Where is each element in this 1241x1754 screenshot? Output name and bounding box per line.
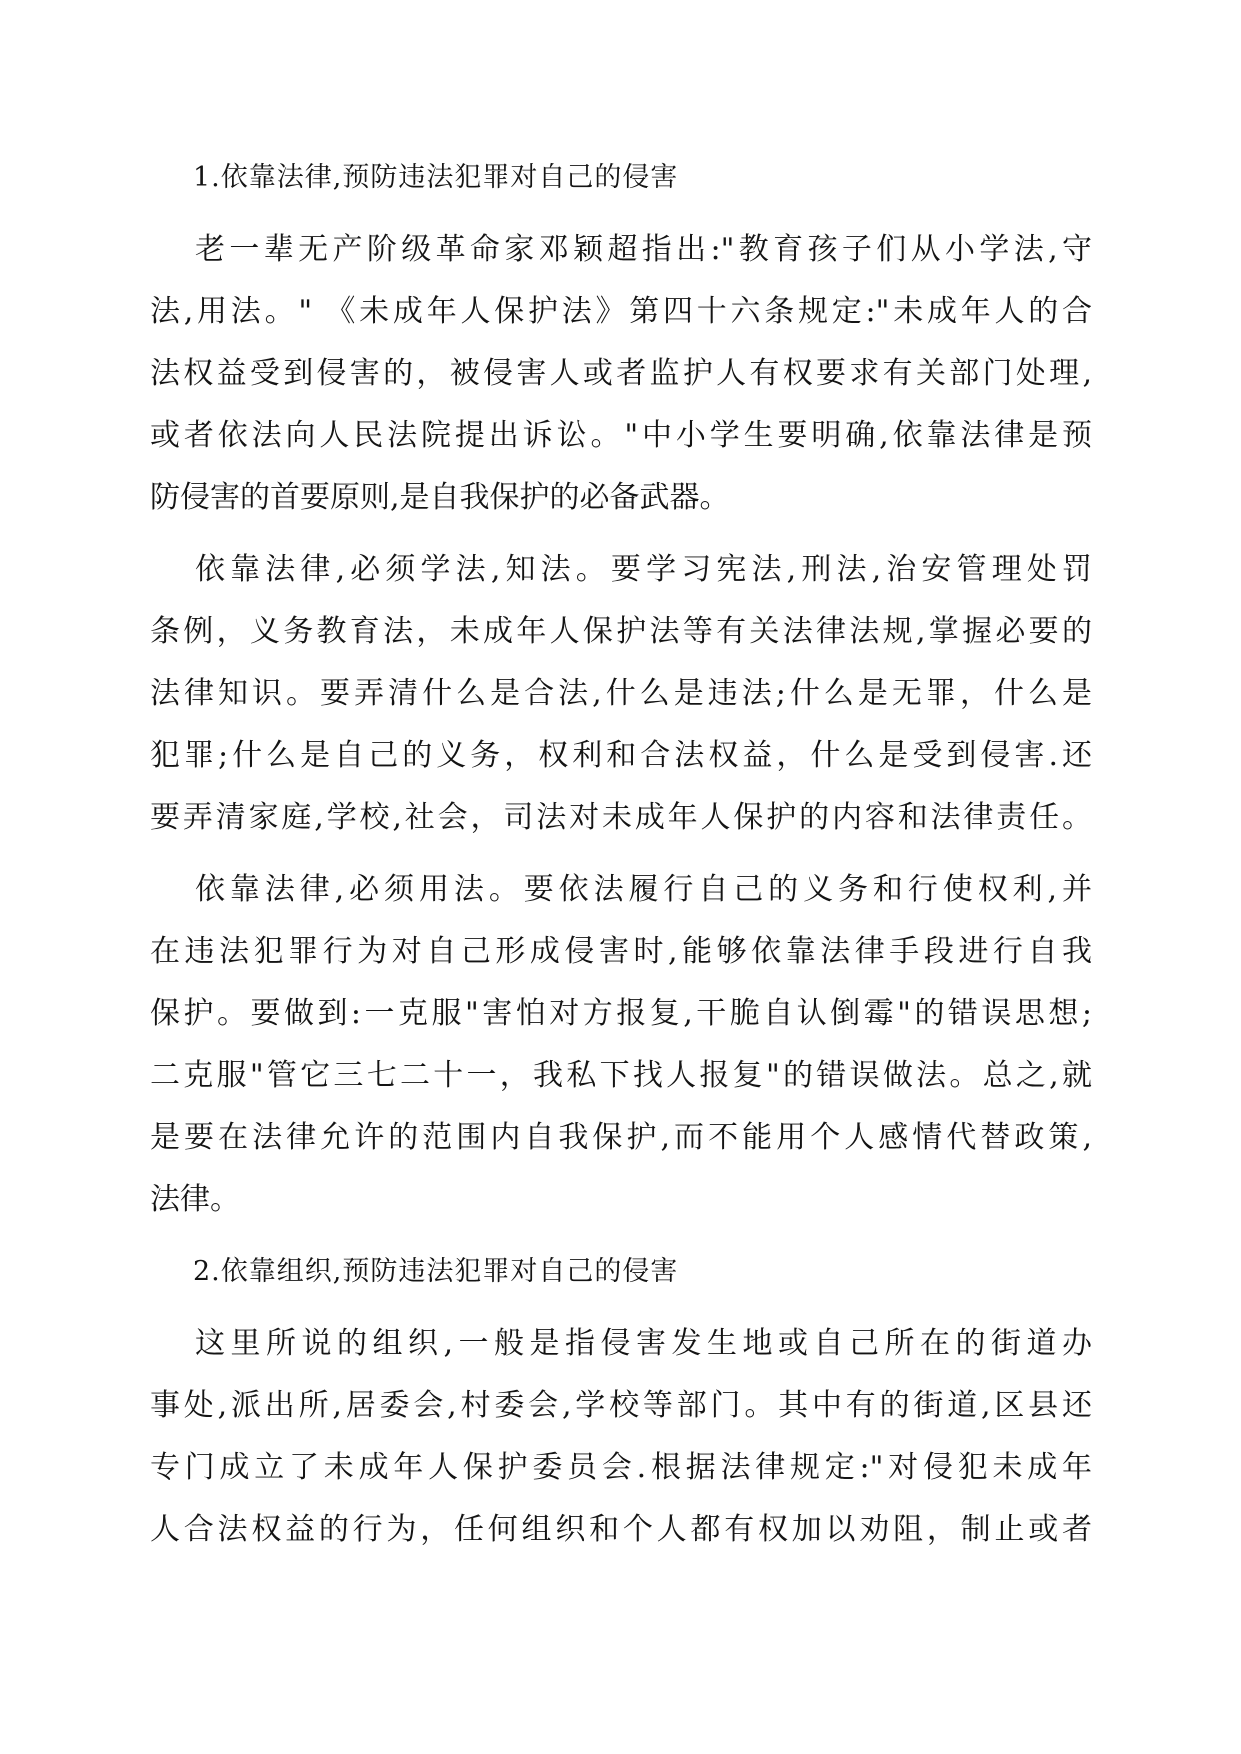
paragraph-line: 防侵害的首要原则,是自我保护的必备武器。: [150, 480, 730, 515]
paragraph-3: [150, 859, 1092, 1231]
paragraph-line: 人合法权益的行为，任何组织和个人都有权加以劝阻，制止或者: [150, 1512, 1092, 1547]
paragraph-line: 是要在法律允许的范围内自我保护,而不能用个人感情代替政策,: [150, 1120, 1092, 1155]
paragraph-line: 要弄清家庭,学校,社会，司法对未成年人保护的内容和法律责任。: [150, 800, 1092, 835]
paragraph-line: 二克服"管它三七二十一，我私下找人报复"的错误做法。总之,就: [150, 1058, 1092, 1093]
section-heading-1: [150, 147, 1092, 209]
paragraph-line: 事处,派出所,居委会,村委会,学校等部门。其中有的街道,区县还: [150, 1388, 1092, 1423]
paragraph-line: 老一辈无产阶级革命家邓颖超指出:"教育孩子们从小学法,守: [195, 232, 1092, 267]
paragraph-line: 在违法犯罪行为对自己形成侵害时,能够依靠法律手段进行自我: [150, 934, 1092, 969]
paragraph-line: 法权益受到侵害的，被侵害人或者监护人有权要求有关部门处理,: [150, 356, 1092, 391]
paragraph-line: 或者依法向人民法院提出诉讼。"中小学生要明确,依靠法律是预: [150, 418, 1092, 453]
paragraph-line: 法律知识。要弄清什么是合法,什么是违法;什么是无罪，什么是: [150, 676, 1092, 711]
paragraph-line: 保护。要做到:一克服"害怕对方报复,干脆自认倒霉"的错误思想;: [150, 996, 1092, 1031]
section-heading-2: [150, 1241, 1092, 1303]
paragraph-1: [150, 219, 1092, 529]
paragraph-line: 犯罪;什么是自己的义务，权利和合法权益，什么是受到侵害.还: [150, 738, 1092, 773]
heading-text: 2.依靠组织,预防违法犯罪对自己的侵害: [193, 1256, 679, 1287]
document-body: [150, 147, 1092, 1571]
paragraph-line: 这里所说的组织,一般是指侵害发生地或自己所在的街道办: [195, 1326, 1092, 1361]
paragraph-line: 条例，义务教育法，未成年人保护法等有关法律法规,掌握必要的: [150, 614, 1092, 649]
paragraph-line: 依靠法律,必须用法。要依法履行自己的义务和行使权利,并: [195, 872, 1092, 907]
paragraph-line: 依靠法律,必须学法,知法。要学习宪法,刑法,治安管理处罚: [195, 552, 1092, 587]
paragraph-line: 法律。: [150, 1182, 240, 1217]
paragraph-2: [150, 539, 1092, 849]
heading-text: 1.依靠法律,预防违法犯罪对自己的侵害: [193, 162, 679, 193]
paragraph-4: [150, 1313, 1092, 1561]
paragraph-line: 专门成立了未成年人保护委员会.根据法律规定:"对侵犯未成年: [150, 1450, 1092, 1485]
paragraph-line: 法,用法。" 《未成年人保护法》第四十六条规定:"未成年人的合: [150, 294, 1092, 329]
